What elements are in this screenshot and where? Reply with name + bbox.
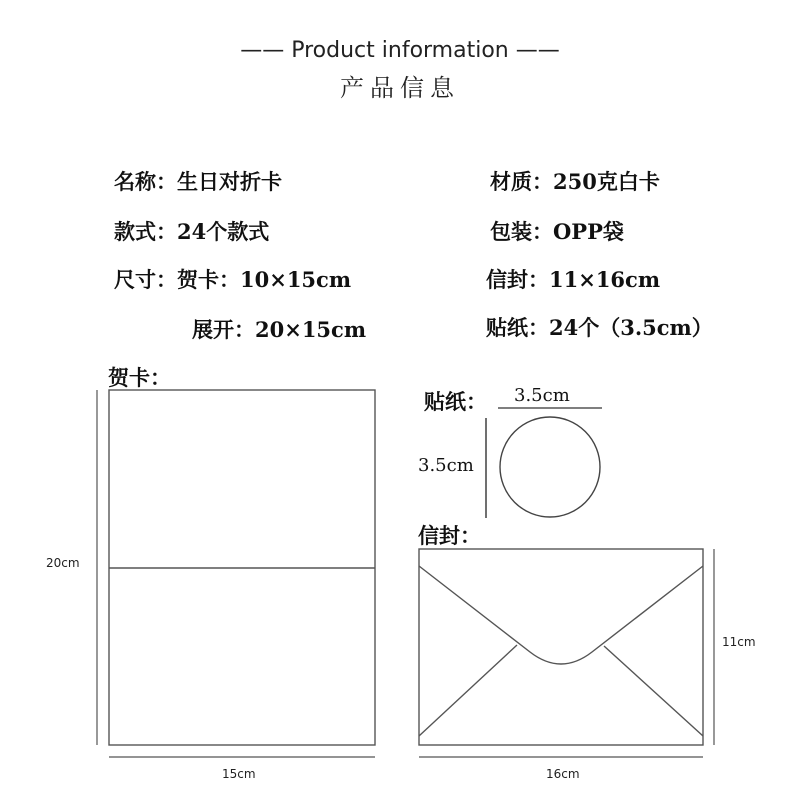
sticker-circle — [500, 417, 600, 517]
spec-envelope: 信封：11×16cm — [486, 267, 661, 292]
card-height-label: 20cm — [46, 556, 80, 570]
spec-sticker: 贴纸：24个（3.5cm） — [486, 315, 713, 340]
spec-unfolded: 展开：20×15cm — [192, 317, 367, 342]
envelope-label: 信封： — [418, 523, 481, 548]
envelope-outline — [419, 549, 703, 745]
spec-material: 材质：250克白卡 — [490, 169, 660, 194]
envelope-bottom-fold-right — [604, 646, 703, 736]
envelope-flap — [419, 566, 703, 664]
card-width-label: 15cm — [222, 767, 256, 781]
header-title-en: —— Product information —— — [240, 38, 560, 63]
envelope-width-label: 16cm — [546, 767, 580, 781]
sticker-width-label: 3.5cm — [514, 385, 570, 406]
spec-packaging: 包装：OPP袋 — [490, 219, 624, 244]
spec-size-card: 尺寸：贺卡：10×15cm — [114, 267, 352, 292]
sticker-height-label: 3.5cm — [418, 455, 474, 476]
spec-name: 名称：生日对折卡 — [114, 169, 282, 194]
envelope-bottom-fold-left — [419, 645, 517, 736]
spec-style: 款式：24个款式 — [114, 219, 270, 244]
card-label: 贺卡： — [108, 365, 171, 390]
header-title-cn: 产品信息 — [340, 74, 460, 102]
sticker-label: 贴纸： — [424, 389, 487, 414]
envelope-height-label: 11cm — [722, 635, 756, 649]
